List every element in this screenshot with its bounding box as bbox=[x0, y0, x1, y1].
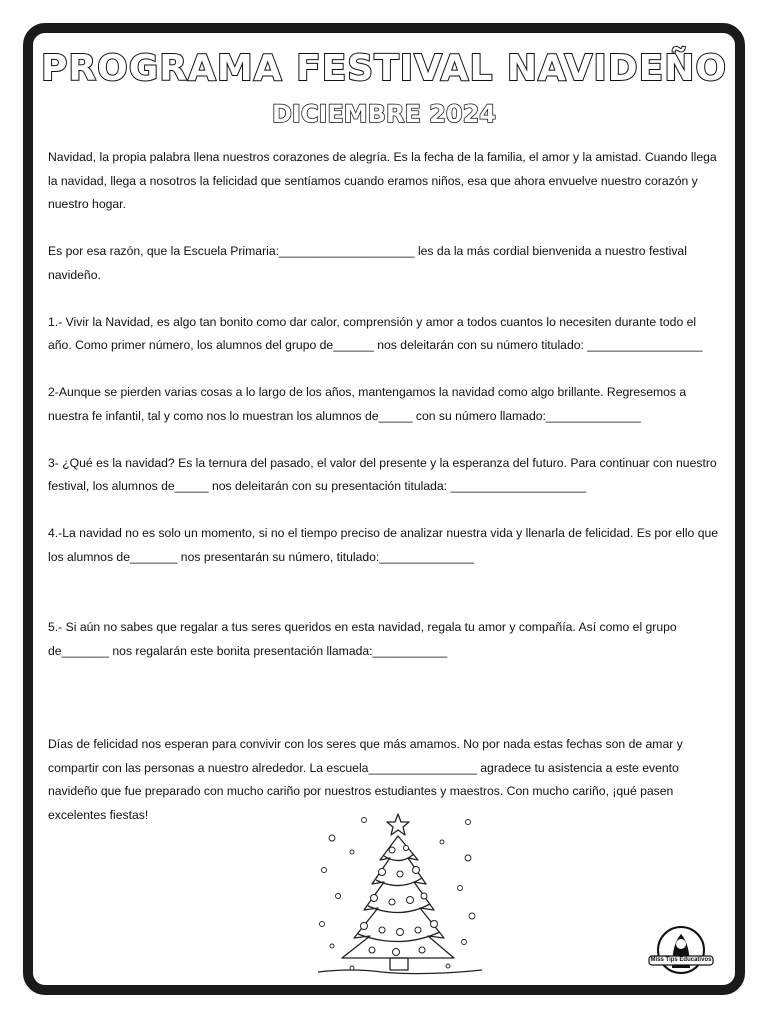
program-body bbox=[48, 146, 722, 827]
brand-logo-label: Miss Tips Educativos bbox=[650, 957, 712, 963]
brand-logo bbox=[646, 922, 716, 974]
number-4-paragraph: 4.-La navidad no es solo un momento, si no el tiempo preciso de analizar nuestra vida y llenarla de felicidad. Es por ello que los alumnos de_______ nos presentarán su número, titulado:______________ bbox=[48, 526, 719, 564]
number-3-paragraph: 3- ¿Qué es la navidad? Es la ternura del pasado, el valor del presente y la esperanza del futuro. Para continuar con nuestro festival, los alumnos de_____ nos deleitarán con su presentación titulada: ____________________ bbox=[48, 455, 717, 493]
closing-paragraph: Días de felicidad nos esperan para convivir con los seres que más amamos. No por nada estas fechas son de amar y compartir con las personas a nuestro alrededor. La escuela________________ agradece tu asistencia a este evento navideño que fue preparado con mucho cariño por nuestros estudiantes y maestros. Con mucho cariño, ¡qué pasen excelentes fiestas! bbox=[48, 737, 683, 822]
number-5-paragraph: 5.- Si aún no sabes que regalar a tus seres queridos en esta navidad, regala tu amor y compañía. Así como el grupo de_______ nos regalarán este bonita presentación llamada:___________ bbox=[48, 620, 677, 658]
number-1-paragraph: 1.- Vivir la Navidad, es algo tan bonito como dar calor, comprensión y amor a todos cuantos lo necesiten durante todo el año. Como primer número, los alumnos del grupo de______ nos deleitarán con su número titulado: _________________ bbox=[48, 314, 703, 352]
page-title: PROGRAMA FESTIVAL NAVIDEÑO bbox=[41, 48, 727, 89]
number-2-paragraph: 2-Aunque se pierden varias cosas a lo largo de los años, mantengamos la navidad como algo brillante. Regresemos a nuestra fe infantil, tal y como nos lo muestran los alumnos de_____ con su número llamado:______________ bbox=[48, 385, 687, 423]
page-subtitle: DICIEMBRE 2024 bbox=[272, 100, 496, 128]
welcome-paragraph: Es por esa razón, que la Escuela Primaria:____________________ les da la más cordial bienvenida a nuestro festival navideño. bbox=[48, 244, 687, 282]
christmas-tree-illustration bbox=[312, 812, 488, 982]
intro-paragraph: Navidad, la propia palabra llena nuestros corazones de alegría. Es la fecha de la familia, el amor y la amistad. Cuando llega la navidad, llega a nosotros la felicidad que sentíamos cuando eramos niños, esa que ahora envuelve nuestro corazón y nuestro hogar. bbox=[48, 150, 717, 211]
